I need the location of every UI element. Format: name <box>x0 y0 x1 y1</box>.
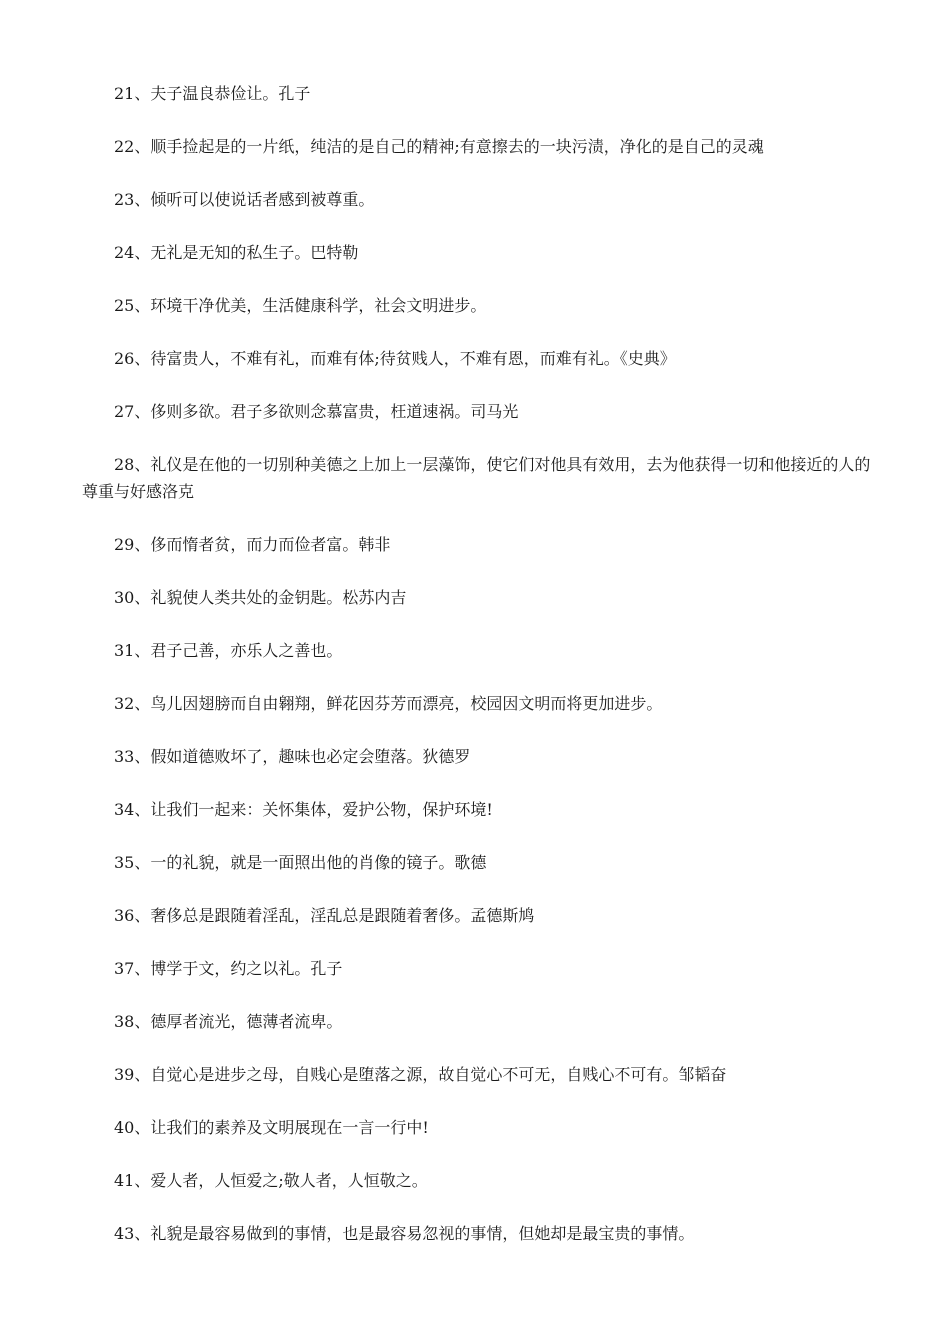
quote-item: 24、无礼是无知的私生子。巴特勒 <box>114 243 359 262</box>
quote-item: 26、待富贵人，不难有礼，而难有体;待贫贱人，不难有恩，而难有礼。《史典》 <box>114 349 676 368</box>
quote-item: 33、假如道德败坏了，趣味也必定会堕落。狄德罗 <box>114 747 471 766</box>
quote-item: 37、博学于文，约之以礼。孔子 <box>114 959 343 978</box>
quote-item: 29、侈而惰者贫，而力而俭者富。韩非 <box>114 535 391 554</box>
quote-item: 28、礼仪是在他的一切别种美德之上加上一层藻饰，使它们对他具有效用，去为他获得一切和他接近的人的尊重与好感洛克 <box>82 455 871 501</box>
quote-item: 32、鸟儿因翅膀而自由翱翔，鲜花因芬芳而漂亮，校园因文明而将更加进步。 <box>114 694 663 713</box>
quote-item: 25、环境干净优美，生活健康科学，社会文明进步。 <box>114 296 487 315</box>
quote-list <box>82 80 872 1273</box>
quote-item: 23、倾听可以使说话者感到被尊重。 <box>114 190 375 209</box>
quote-item: 38、德厚者流光，德薄者流卑。 <box>114 1012 343 1031</box>
quote-item: 36、奢侈总是跟随着淫乱，淫乱总是跟随着奢侈。孟德斯鸠 <box>114 906 535 925</box>
quote-item: 22、顺手捡起是的一片纸，纯洁的是自己的精神;有意擦去的一块污渍，净化的是自己的灵魂 <box>114 137 764 156</box>
quote-item: 41、爱人者，人恒爱之;敬人者，人恒敬之。 <box>114 1171 428 1190</box>
quote-item: 35、一的礼貌，就是一面照出他的肖像的镜子。歌德 <box>114 853 487 872</box>
quote-item: 31、君子己善，亦乐人之善也。 <box>114 641 343 660</box>
quote-item: 43、礼貌是最容易做到的事情，也是最容易忽视的事情，但她却是最宝贵的事情。 <box>114 1224 695 1243</box>
quote-item: 34、让我们一起来：关怀集体，爱护公物，保护环境! <box>114 800 493 819</box>
quote-item: 21、夫子温良恭俭让。孔子 <box>114 84 311 103</box>
quote-item: 27、侈则多欲。君子多欲则念慕富贵，枉道速祸。司马光 <box>114 402 519 421</box>
quote-item: 39、自觉心是进步之母，自贱心是堕落之源，故自觉心不可无，自贱心不可有。邹韬奋 <box>114 1065 727 1084</box>
quote-item: 40、让我们的素养及文明展现在一言一行中! <box>114 1118 429 1137</box>
quote-item: 30、礼貌使人类共处的金钥匙。松苏内吉 <box>114 588 407 607</box>
